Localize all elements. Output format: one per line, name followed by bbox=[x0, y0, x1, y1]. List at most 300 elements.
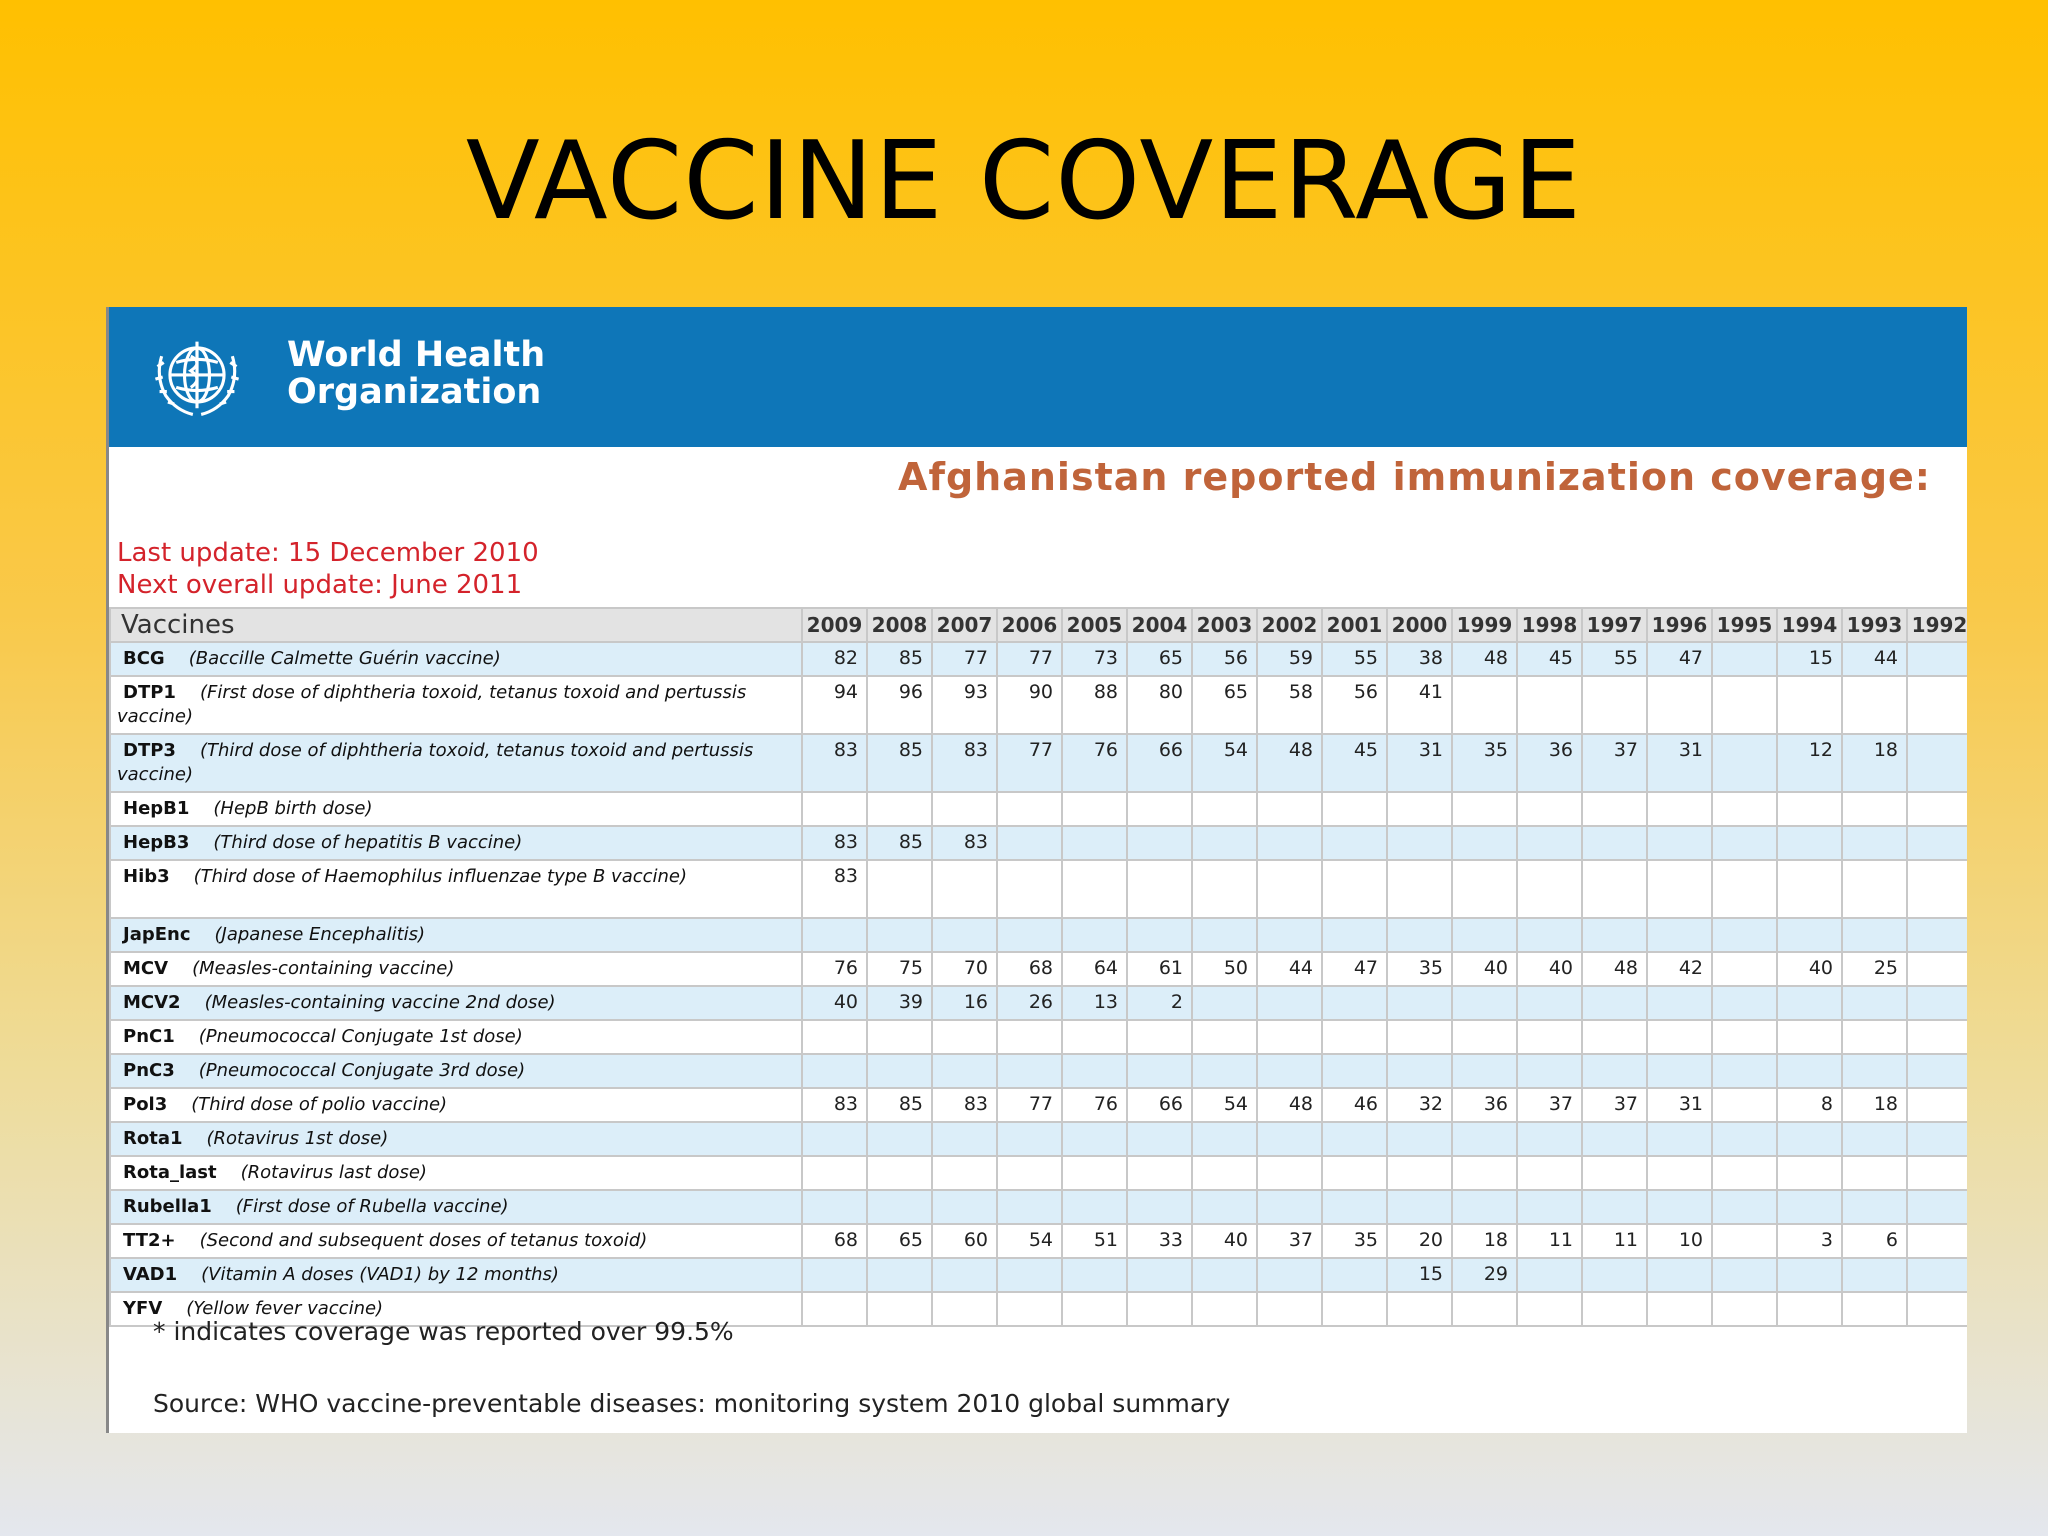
vaccine-description: (Third dose of hepatitis B vaccine) bbox=[213, 832, 523, 853]
coverage-value: 65 bbox=[1192, 676, 1257, 734]
coverage-value bbox=[1907, 860, 1967, 918]
coverage-value bbox=[1127, 1258, 1192, 1292]
table-row bbox=[110, 1122, 1967, 1156]
coverage-value bbox=[1192, 1156, 1257, 1190]
coverage-value: 18 bbox=[1452, 1224, 1517, 1258]
coverage-value bbox=[1387, 792, 1452, 826]
year-header: 1998 bbox=[1517, 608, 1582, 642]
coverage-value: 39 bbox=[867, 986, 932, 1020]
coverage-value bbox=[997, 826, 1062, 860]
year-header: 1994 bbox=[1777, 608, 1842, 642]
coverage-value bbox=[1777, 1190, 1842, 1224]
table-row bbox=[110, 1020, 1967, 1054]
vaccine-code: Pol3 bbox=[123, 1094, 168, 1115]
coverage-value bbox=[1907, 986, 1967, 1020]
table-body bbox=[110, 642, 1967, 1326]
coverage-value bbox=[1647, 1122, 1712, 1156]
coverage-value bbox=[1907, 918, 1967, 952]
coverage-value bbox=[1192, 826, 1257, 860]
coverage-value bbox=[1907, 642, 1967, 676]
vaccine-description: (Rotavirus 1st dose) bbox=[206, 1128, 389, 1149]
coverage-value bbox=[1387, 1156, 1452, 1190]
vaccine-description: (Third dose of Haemophilus influenzae type B vaccine) bbox=[193, 866, 688, 887]
table-row bbox=[110, 1224, 1967, 1258]
coverage-value: 40 bbox=[1192, 1224, 1257, 1258]
coverage-value bbox=[1712, 918, 1777, 952]
coverage-value: 85 bbox=[867, 1088, 932, 1122]
coverage-value: 51 bbox=[1062, 1224, 1127, 1258]
year-header: 2001 bbox=[1322, 608, 1387, 642]
vaccine-code: PnC1 bbox=[123, 1026, 175, 1047]
coverage-value bbox=[1322, 792, 1387, 826]
coverage-value bbox=[1257, 986, 1322, 1020]
coverage-value bbox=[1257, 826, 1322, 860]
coverage-value: 77 bbox=[997, 642, 1062, 676]
coverage-value bbox=[1452, 1292, 1517, 1326]
coverage-value bbox=[1517, 1292, 1582, 1326]
year-header: 2000 bbox=[1387, 608, 1452, 642]
who-name bbox=[287, 337, 545, 411]
vaccine-description: (Third dose of polio vaccine) bbox=[191, 1094, 448, 1115]
coverage-value bbox=[1647, 860, 1712, 918]
coverage-value bbox=[932, 1054, 997, 1088]
coverage-value bbox=[1192, 1122, 1257, 1156]
coverage-value: 47 bbox=[1647, 642, 1712, 676]
coverage-value bbox=[802, 1122, 867, 1156]
vaccines-column-header: Vaccines bbox=[110, 608, 802, 642]
coverage-value bbox=[1062, 792, 1127, 826]
coverage-value bbox=[1712, 676, 1777, 734]
coverage-value bbox=[1452, 918, 1517, 952]
table-row bbox=[110, 860, 1967, 918]
coverage-value: 37 bbox=[1257, 1224, 1322, 1258]
vaccine-code: VAD1 bbox=[123, 1264, 178, 1285]
coverage-value bbox=[1842, 792, 1907, 826]
coverage-value bbox=[1647, 1054, 1712, 1088]
vaccine-cell bbox=[110, 1054, 802, 1088]
coverage-value bbox=[1127, 1020, 1192, 1054]
coverage-value bbox=[867, 1258, 932, 1292]
coverage-value bbox=[1062, 1122, 1127, 1156]
coverage-value: 10 bbox=[1647, 1224, 1712, 1258]
coverage-value bbox=[1257, 1156, 1322, 1190]
coverage-value bbox=[1517, 1122, 1582, 1156]
coverage-value: 33 bbox=[1127, 1224, 1192, 1258]
coverage-value bbox=[997, 918, 1062, 952]
coverage-value bbox=[867, 1122, 932, 1156]
coverage-value bbox=[1192, 1020, 1257, 1054]
year-header: 2005 bbox=[1062, 608, 1127, 642]
year-header: 2006 bbox=[997, 608, 1062, 642]
coverage-value bbox=[1842, 1054, 1907, 1088]
coverage-value bbox=[1257, 1020, 1322, 1054]
coverage-value bbox=[997, 1122, 1062, 1156]
coverage-value bbox=[1192, 1190, 1257, 1224]
coverage-value bbox=[802, 1156, 867, 1190]
coverage-value bbox=[1647, 986, 1712, 1020]
table-row bbox=[110, 986, 1967, 1020]
year-header: 1992 bbox=[1907, 608, 1967, 642]
coverage-value bbox=[1777, 792, 1842, 826]
vaccine-code: TT2+ bbox=[123, 1230, 176, 1251]
coverage-value: 8 bbox=[1777, 1088, 1842, 1122]
coverage-value bbox=[1712, 1258, 1777, 1292]
coverage-value bbox=[1777, 1020, 1842, 1054]
vaccine-code: YFV bbox=[123, 1298, 163, 1319]
coverage-value bbox=[1127, 918, 1192, 952]
coverage-value bbox=[867, 860, 932, 918]
coverage-value: 47 bbox=[1322, 952, 1387, 986]
coverage-value bbox=[932, 1258, 997, 1292]
year-header: 1995 bbox=[1712, 608, 1777, 642]
coverage-value bbox=[1582, 860, 1647, 918]
vaccine-cell bbox=[110, 1224, 802, 1258]
coverage-value: 73 bbox=[1062, 642, 1127, 676]
coverage-value: 61 bbox=[1127, 952, 1192, 986]
coverage-value bbox=[997, 1156, 1062, 1190]
coverage-value bbox=[1842, 1156, 1907, 1190]
vaccine-cell bbox=[110, 1258, 802, 1292]
coverage-value: 83 bbox=[932, 826, 997, 860]
coverage-value bbox=[1517, 1020, 1582, 1054]
coverage-value bbox=[1712, 1122, 1777, 1156]
coverage-value bbox=[1647, 1292, 1712, 1326]
coverage-value bbox=[997, 792, 1062, 826]
vaccine-code: Rota_last bbox=[123, 1162, 217, 1183]
coverage-value: 13 bbox=[1062, 986, 1127, 1020]
coverage-value: 2 bbox=[1127, 986, 1192, 1020]
table-row bbox=[110, 1054, 1967, 1088]
vaccine-cell bbox=[110, 826, 802, 860]
coverage-value bbox=[932, 1190, 997, 1224]
coverage-value: 83 bbox=[932, 734, 997, 792]
coverage-value bbox=[1192, 860, 1257, 918]
coverage-value: 35 bbox=[1322, 1224, 1387, 1258]
coverage-value bbox=[1582, 826, 1647, 860]
coverage-value: 75 bbox=[867, 952, 932, 986]
coverage-value: 56 bbox=[1192, 642, 1257, 676]
coverage-value bbox=[1907, 1020, 1967, 1054]
coverage-value: 41 bbox=[1387, 676, 1452, 734]
coverage-value: 12 bbox=[1777, 734, 1842, 792]
table-row bbox=[110, 826, 1967, 860]
footnote: * indicates coverage was reported over 99.5% bbox=[153, 1317, 734, 1346]
coverage-value: 18 bbox=[1842, 1088, 1907, 1122]
year-header: 1993 bbox=[1842, 608, 1907, 642]
vaccine-cell bbox=[110, 734, 802, 792]
coverage-value bbox=[1582, 1190, 1647, 1224]
coverage-value bbox=[1907, 792, 1967, 826]
coverage-value bbox=[932, 1292, 997, 1326]
coverage-value bbox=[1647, 918, 1712, 952]
coverage-value bbox=[1517, 1190, 1582, 1224]
coverage-value bbox=[1192, 1054, 1257, 1088]
coverage-value bbox=[802, 1258, 867, 1292]
coverage-value bbox=[1257, 1190, 1322, 1224]
coverage-value bbox=[1387, 918, 1452, 952]
coverage-value bbox=[1322, 918, 1387, 952]
coverage-value bbox=[1712, 1156, 1777, 1190]
coverage-value bbox=[1842, 1190, 1907, 1224]
coverage-value: 68 bbox=[802, 1224, 867, 1258]
coverage-value bbox=[1712, 1020, 1777, 1054]
coverage-value bbox=[1647, 1020, 1712, 1054]
coverage-value bbox=[1192, 1258, 1257, 1292]
coverage-value bbox=[1907, 1224, 1967, 1258]
coverage-value: 66 bbox=[1127, 734, 1192, 792]
coverage-value: 26 bbox=[997, 986, 1062, 1020]
vaccine-description: (Yellow fever vaccine) bbox=[186, 1298, 384, 1319]
coverage-value: 54 bbox=[1192, 1088, 1257, 1122]
vaccine-cell bbox=[110, 1156, 802, 1190]
coverage-value: 11 bbox=[1517, 1224, 1582, 1258]
coverage-value bbox=[1127, 826, 1192, 860]
vaccine-code: Rubella1 bbox=[123, 1196, 212, 1217]
coverage-value bbox=[1907, 1190, 1967, 1224]
coverage-value bbox=[1192, 918, 1257, 952]
coverage-value bbox=[1647, 1156, 1712, 1190]
coverage-value bbox=[1452, 792, 1517, 826]
coverage-value bbox=[1387, 1054, 1452, 1088]
coverage-panel bbox=[106, 307, 1967, 1433]
coverage-value bbox=[1907, 1054, 1967, 1088]
vaccine-cell bbox=[110, 1122, 802, 1156]
coverage-value bbox=[1712, 826, 1777, 860]
coverage-value bbox=[1257, 860, 1322, 918]
coverage-table bbox=[109, 607, 1967, 1327]
coverage-value bbox=[1842, 1122, 1907, 1156]
coverage-value: 65 bbox=[867, 1224, 932, 1258]
coverage-value: 31 bbox=[1647, 1088, 1712, 1122]
coverage-value bbox=[1322, 986, 1387, 1020]
coverage-value: 35 bbox=[1452, 734, 1517, 792]
coverage-value bbox=[932, 792, 997, 826]
coverage-value: 68 bbox=[997, 952, 1062, 986]
update-info bbox=[117, 537, 539, 601]
coverage-value bbox=[1907, 676, 1967, 734]
slide-title: VACCINE COVERAGE bbox=[465, 119, 1583, 244]
coverage-value: 76 bbox=[802, 952, 867, 986]
coverage-value bbox=[1647, 826, 1712, 860]
vaccine-code: HepB3 bbox=[123, 832, 190, 853]
coverage-value bbox=[1907, 1088, 1967, 1122]
coverage-value bbox=[802, 792, 867, 826]
coverage-value: 36 bbox=[1517, 734, 1582, 792]
coverage-value: 88 bbox=[1062, 676, 1127, 734]
last-update: Last update: 15 December 2010 bbox=[117, 538, 539, 568]
coverage-value bbox=[1387, 1122, 1452, 1156]
coverage-value: 40 bbox=[1777, 952, 1842, 986]
coverage-value: 82 bbox=[802, 642, 867, 676]
coverage-value bbox=[1647, 1258, 1712, 1292]
coverage-value bbox=[1062, 918, 1127, 952]
coverage-value: 83 bbox=[802, 734, 867, 792]
vaccine-description: (First dose of Rubella vaccine) bbox=[235, 1196, 509, 1217]
coverage-value: 48 bbox=[1257, 734, 1322, 792]
coverage-value: 65 bbox=[1127, 642, 1192, 676]
vaccine-description: (HepB birth dose) bbox=[213, 798, 373, 819]
vaccine-cell bbox=[110, 792, 802, 826]
vaccine-cell bbox=[110, 860, 802, 918]
coverage-value bbox=[1517, 676, 1582, 734]
coverage-value: 55 bbox=[1582, 642, 1647, 676]
vaccine-description: (Second and subsequent doses of tetanus toxoid) bbox=[199, 1230, 648, 1251]
vaccine-cell bbox=[110, 1190, 802, 1224]
coverage-value bbox=[1712, 952, 1777, 986]
coverage-value: 83 bbox=[802, 1088, 867, 1122]
table-row bbox=[110, 918, 1967, 952]
coverage-value: 6 bbox=[1842, 1224, 1907, 1258]
coverage-value: 46 bbox=[1322, 1088, 1387, 1122]
vaccine-description: (First dose of diphtheria toxoid, tetanus toxoid and pertussis vaccine) bbox=[117, 682, 747, 727]
coverage-value bbox=[1452, 1122, 1517, 1156]
coverage-value bbox=[1582, 918, 1647, 952]
year-header: 1996 bbox=[1647, 608, 1712, 642]
coverage-value bbox=[1257, 1292, 1322, 1326]
table-row bbox=[110, 792, 1967, 826]
coverage-value bbox=[1322, 1020, 1387, 1054]
coverage-value: 85 bbox=[867, 642, 932, 676]
year-header: 2007 bbox=[932, 608, 997, 642]
coverage-value bbox=[1517, 1054, 1582, 1088]
coverage-value bbox=[1062, 860, 1127, 918]
coverage-value: 54 bbox=[1192, 734, 1257, 792]
coverage-value: 32 bbox=[1387, 1088, 1452, 1122]
coverage-value bbox=[1842, 1292, 1907, 1326]
vaccine-cell bbox=[110, 986, 802, 1020]
coverage-value: 40 bbox=[802, 986, 867, 1020]
coverage-value: 25 bbox=[1842, 952, 1907, 986]
coverage-value bbox=[1712, 642, 1777, 676]
coverage-value bbox=[1777, 918, 1842, 952]
coverage-value bbox=[1127, 792, 1192, 826]
coverage-value bbox=[1777, 826, 1842, 860]
coverage-value bbox=[1452, 860, 1517, 918]
coverage-value bbox=[1257, 792, 1322, 826]
vaccine-cell bbox=[110, 676, 802, 734]
coverage-value bbox=[802, 1054, 867, 1088]
coverage-value bbox=[1842, 986, 1907, 1020]
coverage-value: 16 bbox=[932, 986, 997, 1020]
coverage-value: 85 bbox=[867, 826, 932, 860]
coverage-value bbox=[1322, 860, 1387, 918]
coverage-value bbox=[1907, 1258, 1967, 1292]
coverage-value bbox=[1907, 952, 1967, 986]
coverage-value bbox=[1517, 792, 1582, 826]
vaccine-description: (Baccille Calmette Guérin vaccine) bbox=[188, 648, 501, 669]
coverage-value: 29 bbox=[1452, 1258, 1517, 1292]
coverage-value bbox=[1647, 792, 1712, 826]
coverage-value: 83 bbox=[802, 826, 867, 860]
coverage-value: 50 bbox=[1192, 952, 1257, 986]
coverage-value: 37 bbox=[1582, 1088, 1647, 1122]
vaccine-description: (Japanese Encephalitis) bbox=[214, 924, 426, 945]
coverage-value bbox=[1452, 1156, 1517, 1190]
coverage-value: 45 bbox=[1517, 642, 1582, 676]
table-row bbox=[110, 1088, 1967, 1122]
coverage-value: 36 bbox=[1452, 1088, 1517, 1122]
coverage-value bbox=[1387, 860, 1452, 918]
vaccine-cell bbox=[110, 1088, 802, 1122]
vaccine-code: JapEnc bbox=[123, 924, 191, 945]
table-row bbox=[110, 1156, 1967, 1190]
coverage-value bbox=[1322, 826, 1387, 860]
coverage-value: 94 bbox=[802, 676, 867, 734]
coverage-value: 59 bbox=[1257, 642, 1322, 676]
coverage-value: 85 bbox=[867, 734, 932, 792]
coverage-value bbox=[867, 1292, 932, 1326]
coverage-value bbox=[1257, 918, 1322, 952]
coverage-value bbox=[1582, 1258, 1647, 1292]
coverage-value: 70 bbox=[932, 952, 997, 986]
vaccine-code: Hib3 bbox=[123, 866, 170, 887]
coverage-value bbox=[1387, 1020, 1452, 1054]
coverage-value bbox=[932, 1156, 997, 1190]
coverage-value: 44 bbox=[1842, 642, 1907, 676]
coverage-value bbox=[1582, 1054, 1647, 1088]
coverage-value bbox=[1582, 1292, 1647, 1326]
coverage-value bbox=[1777, 676, 1842, 734]
coverage-value bbox=[867, 1054, 932, 1088]
coverage-value: 42 bbox=[1647, 952, 1712, 986]
coverage-value bbox=[1777, 1258, 1842, 1292]
coverage-value bbox=[1517, 826, 1582, 860]
coverage-value bbox=[1842, 1258, 1907, 1292]
coverage-value: 20 bbox=[1387, 1224, 1452, 1258]
table-row bbox=[110, 1190, 1967, 1224]
coverage-value bbox=[1517, 918, 1582, 952]
coverage-value bbox=[932, 1020, 997, 1054]
coverage-value bbox=[1842, 860, 1907, 918]
coverage-value bbox=[1192, 792, 1257, 826]
coverage-value bbox=[1907, 826, 1967, 860]
table-row bbox=[110, 676, 1967, 734]
coverage-value bbox=[1712, 734, 1777, 792]
coverage-value bbox=[1712, 1054, 1777, 1088]
coverage-value bbox=[997, 1258, 1062, 1292]
coverage-value bbox=[1842, 1020, 1907, 1054]
coverage-value bbox=[1517, 986, 1582, 1020]
coverage-value: 45 bbox=[1322, 734, 1387, 792]
coverage-value bbox=[802, 918, 867, 952]
coverage-value bbox=[1127, 860, 1192, 918]
coverage-value bbox=[1647, 676, 1712, 734]
coverage-value bbox=[997, 860, 1062, 918]
coverage-value bbox=[1712, 986, 1777, 1020]
coverage-value bbox=[1842, 676, 1907, 734]
coverage-value bbox=[1907, 734, 1967, 792]
coverage-value bbox=[867, 1156, 932, 1190]
coverage-value bbox=[1712, 1292, 1777, 1326]
coverage-value: 38 bbox=[1387, 642, 1452, 676]
vaccine-code: MCV2 bbox=[123, 992, 181, 1013]
coverage-value: 48 bbox=[1452, 642, 1517, 676]
coverage-value bbox=[1712, 1190, 1777, 1224]
who-header-banner bbox=[109, 307, 1967, 447]
coverage-value bbox=[1062, 1190, 1127, 1224]
coverage-value bbox=[1062, 1258, 1127, 1292]
vaccine-code: DTP3 bbox=[123, 740, 176, 761]
coverage-value: 77 bbox=[932, 642, 997, 676]
vaccine-code: BCG bbox=[123, 648, 165, 669]
coverage-value bbox=[1062, 1156, 1127, 1190]
year-header: 2008 bbox=[867, 608, 932, 642]
coverage-value: 31 bbox=[1647, 734, 1712, 792]
coverage-value: 90 bbox=[997, 676, 1062, 734]
coverage-value bbox=[1777, 1054, 1842, 1088]
vaccine-code: Rota1 bbox=[123, 1128, 183, 1149]
coverage-value: 48 bbox=[1582, 952, 1647, 986]
